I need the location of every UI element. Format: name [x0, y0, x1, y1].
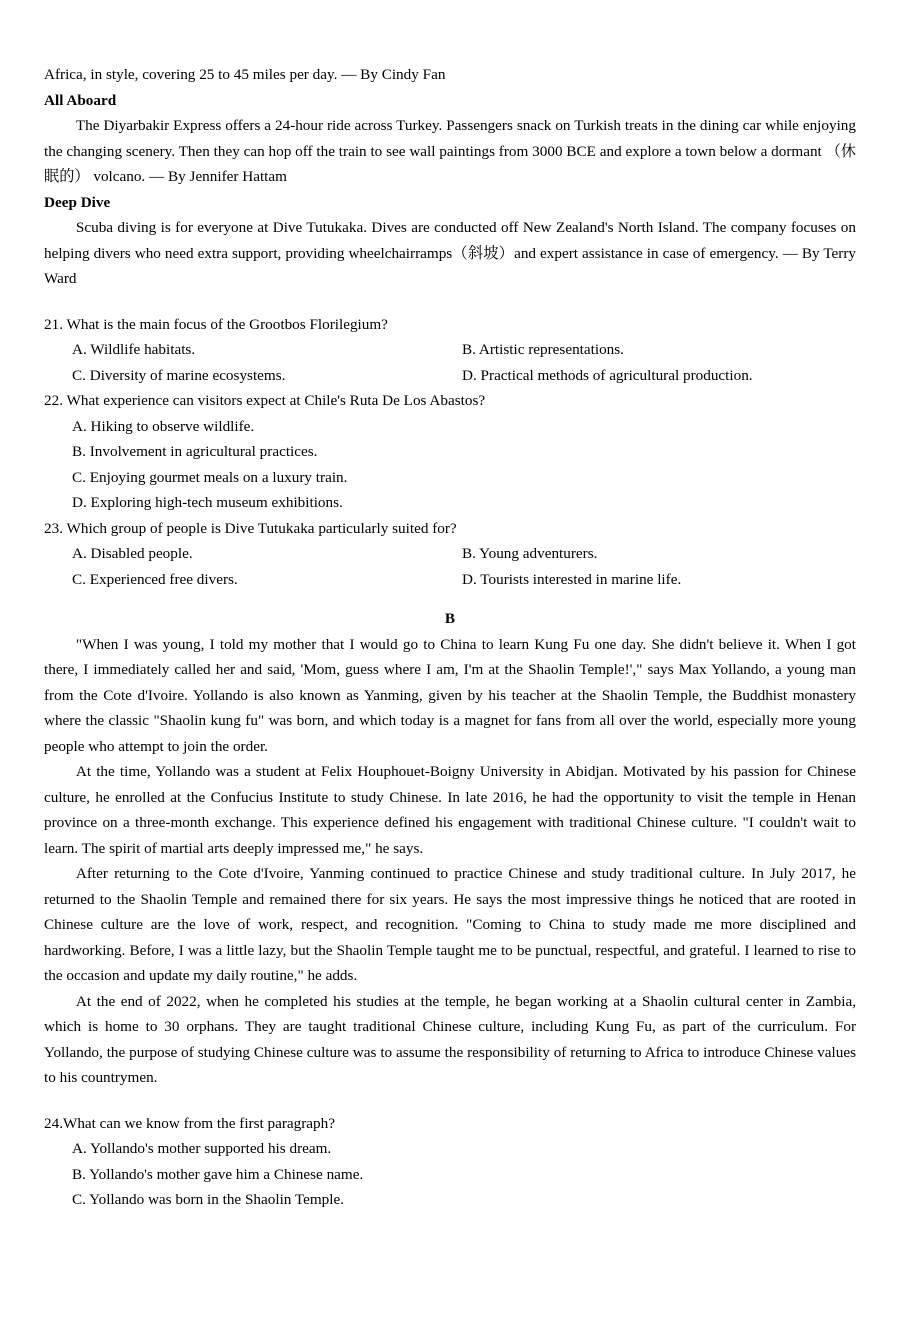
question-23-text: Which group of people is Dive Tutukaka particularly suited for? — [66, 519, 457, 537]
question-24-option-c[interactable]: C. Yollando was born in the Shaolin Temple. — [72, 1191, 345, 1208]
question-22-stem — [44, 388, 856, 414]
question-23-option-b[interactable]: B. Young adventurers. — [462, 545, 598, 562]
question-21-option-c[interactable]: C. Diversity of marine ecosystems. — [72, 366, 286, 384]
passage-b-paragraph-1: "When I was young, I told my mother that I would go to China to learn Kung Fu one day. She didn't believe it. When I got there, I immediately called her and said, 'Mom, guess where I am, I'm at the Shaolin Temple!'," says Max Yollando, a young man from the Cote d'Ivoire. Yollando is also known as Yanming, given by his teacher at the Shaolin Temple, the Buddhist monastery where the classic "Shaolin kung fu" was born, and which today is a magnet for fans from all over the world, especially more young people who attempt to join the order. — [44, 635, 856, 755]
question-23-option-a[interactable]: A. Disabled people. — [72, 545, 193, 562]
question-23-stem — [44, 516, 856, 542]
question-21-option-d[interactable]: D. Practical methods of agricultural production. — [462, 366, 753, 384]
question-21-options-row-1 — [44, 337, 856, 363]
passage-b-paragraph-2: At the time, Yollando was a student at Felix Houphouet-Boigny University in Abidjan. Motivated by his passion for Chinese culture, he enrolled at the Confucius Institute to study Chinese. In late 2016, he had the opportunity to visit the temple in Henan province on a three-month exchange. This experience defined his engagement with traditional Chinese culture. "I couldn't wait to learn. The spirit of martial arts deeply impressed me," he says. — [44, 763, 856, 857]
section-b-letter: B — [444, 610, 456, 627]
section-body-deep-dive: Scuba diving is for everyone at Dive Tutukaka. Dives are conducted off New Zealand's North Island. The company focuses on helping divers who need extra support, providing wheelchairramps（斜坡）and expert assistance in case of emergency. — By Terry Ward — [44, 219, 856, 287]
question-21-options-row-2 — [44, 363, 856, 389]
spacer — [44, 592, 856, 606]
question-24-option-a[interactable]: A. Yollando's mother supported his dream. — [72, 1140, 332, 1157]
question-22-text: What experience can visitors expect at Chile's Ruta De Los Abastos? — [66, 392, 486, 409]
question-23-number: 23. — [44, 519, 63, 537]
question-23-options-row-1 — [44, 541, 856, 567]
section-heading-all-aboard: All Aboard — [44, 91, 117, 109]
passage-b-paragraph-4: At the end of 2022, when he completed his studies at the temple, he began working at a Shaolin cultural center in Zambia, which is home to 30 orphans. They are taught traditional Chinese culture, including Kung Fu, as part of the curriculum. For Yollando, the purpose of studying Chinese culture was to assume the responsibility of returning to Africa to introduce Chinese values to his countrymen. — [44, 992, 856, 1086]
top-paragraph: Africa, in style, covering 25 to 45 miles per day. — By Cindy Fan — [44, 66, 446, 83]
question-23-option-c[interactable]: C. Experienced free divers. — [72, 570, 238, 588]
question-22-option-a[interactable]: A. Hiking to observe wildlife. — [72, 417, 255, 435]
question-21-number: 21. — [44, 315, 63, 333]
question-23-option-d[interactable]: D. Tourists interested in marine life. — [462, 570, 682, 588]
question-23-options-row-2 — [44, 567, 856, 593]
spacer — [44, 1091, 856, 1111]
question-24-stem: 24.What can we know from the first paragraph? — [44, 1114, 335, 1132]
question-21-option-b[interactable]: B. Artistic representations. — [462, 341, 624, 358]
question-21-stem — [44, 312, 856, 338]
question-24-option-b[interactable]: B. Yollando's mother gave him a Chinese name. — [72, 1165, 364, 1183]
spacer — [44, 292, 856, 312]
question-21-text: What is the main focus of the Grootbos Florilegium? — [66, 315, 388, 333]
passage-b-paragraph-3: After returning to the Cote d'Ivoire, Yanming continued to practice Chinese and study traditional culture. In July 2017, he returned to the Shaolin Temple and remained there for six years. He says the most impressive things he noticed that are rooted in Chinese culture are the love of work, respect, and recognition. "Coming to China to study made me more disciplined and hardworking. Before, I was a little lazy, but the Shaolin Temple taught me to be punctual, respectful, and grateful. I learned to rise to the occasion and update my daily routine," he adds. — [44, 865, 856, 984]
section-heading-deep-dive: Deep Dive — [44, 193, 111, 211]
question-21-option-a[interactable]: A. Wildlife habitats. — [72, 341, 196, 358]
question-22-option-b[interactable]: B. Involvement in agricultural practices. — [72, 443, 318, 460]
question-22-number: 22. — [44, 392, 63, 409]
section-body-all-aboard: The Diyarbakir Express offers a 24-hour ride across Turkey. Passengers snack on Turkish treats in the dining car while enjoying the changing scenery. Then they can hop off the train to see wall paintings from 3000 BCE and explore a town below a dormant （休眠的） volcano. — By Jennifer Hattam — [44, 117, 856, 185]
question-22-option-c[interactable]: C. Enjoying gourmet meals on a luxury train. — [72, 468, 348, 486]
question-22-option-d[interactable]: D. Exploring high-tech museum exhibitions. — [72, 494, 343, 511]
